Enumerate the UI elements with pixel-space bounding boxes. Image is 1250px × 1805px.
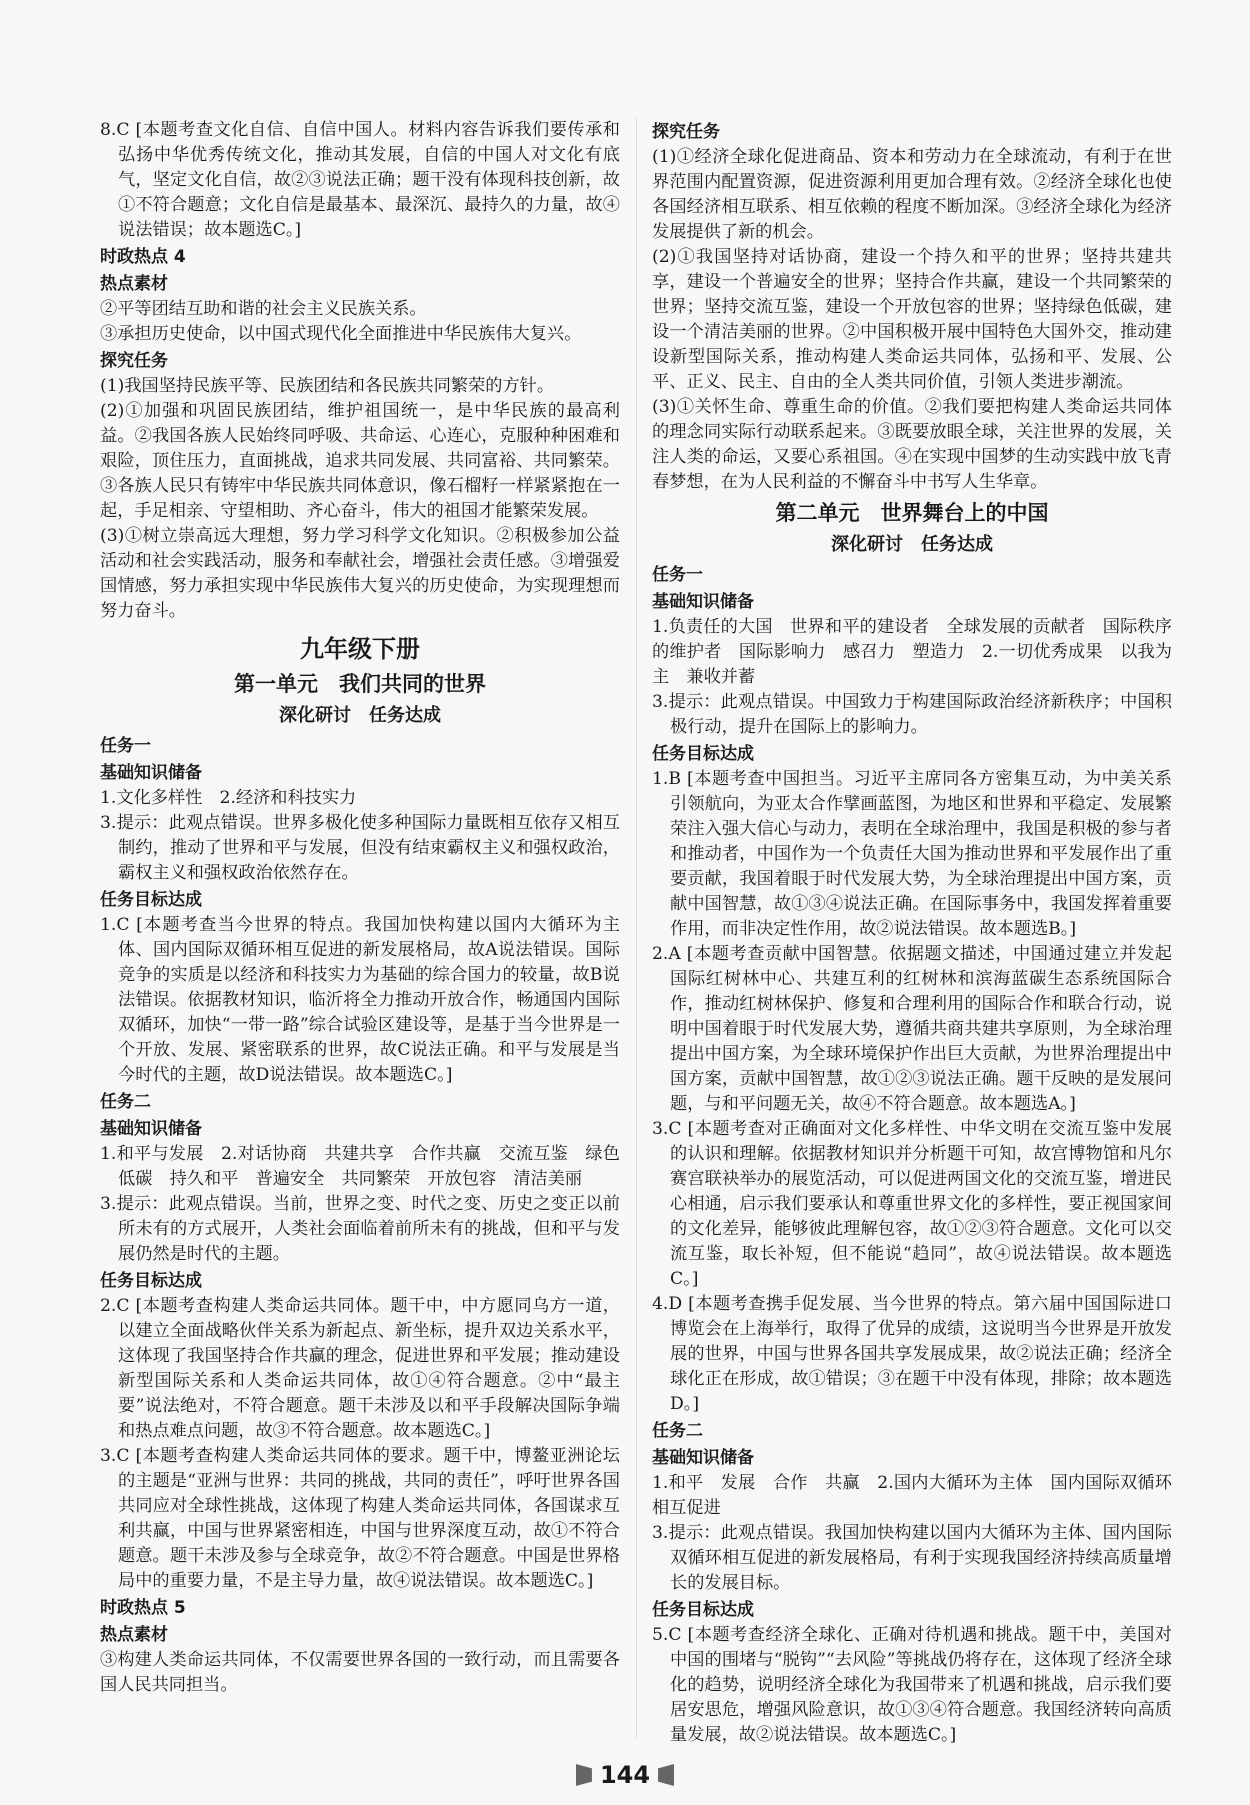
- task-goal-heading: 任务目标达成: [652, 1600, 754, 1620]
- hot-material-heading: 热点素材: [100, 274, 168, 294]
- explore-answer: (1)我国坚持民族平等、民族团结和各民族共同繁荣的方针。: [100, 376, 555, 396]
- right-arrow-decoration-icon: [658, 1764, 674, 1786]
- basic-knowledge-heading: 基础知识储备: [652, 1448, 754, 1468]
- hot-material-item: ③承担历史使命，以中国式现代化全面推进中华民族伟大复兴。: [100, 324, 582, 344]
- answer-2: 2.C [本题考查构建人类命运共同体。题干中，中方愿同乌方一道，以建立全面战略伙伴关系为新起点、新坐标，提升双边关系水平，这体现了我国坚持合作共赢的理念，促进世界和平发展；推动建设新型国际关系和人类命运共同体，故①④符合题意。②中“最主要”说法绝对，不符合题意。题干未涉及以和平手段解决国际争端和热点难点问题，故③不符合题意。故本题选C。]: [100, 1296, 620, 1441]
- explore-task-heading: 探究任务: [652, 122, 720, 142]
- answer-3: 3.C [本题考查对正确面对文化多样性、中华文明在交流互鉴中发展的认识和理解。依据教材知识并分析题干可知，故宫博物馆和凡尔赛宫联袂举办的展览活动，可以促进两国文化的交流互鉴，增进民心相通，启示我们要承认和尊重世界文化的多样性，要正视国家间的文化差异，能够彼此理解包容，故①②③符合题意。文化可以交流互鉴，取长补短，但不能说“趋同”，故④说法错误。故本题选C。]: [652, 1119, 1172, 1289]
- right-column: [652, 118, 1172, 1748]
- unit-1-title: 第一单元 我们共同的世界: [234, 672, 486, 696]
- basic-answer: 1.和平 发展 合作 共赢 2.国内大循环为主体 国内国际双循环相互促进: [652, 1473, 1172, 1518]
- book-title: 九年级下册: [300, 635, 420, 663]
- task-1-heading: 任务一: [100, 736, 151, 756]
- page-number: [560, 1755, 690, 1795]
- explore-answer: (3)①树立崇高远大理想，努力学习科学文化知识。②积极参加公益活动和社会实践活动，服务和奉献社会，增强社会责任感。③增强爱国情感，努力承担实现中华民族伟大复兴的历史使命，为实现理想而努力奋斗。: [100, 526, 620, 621]
- basic-knowledge-heading: 基础知识储备: [100, 763, 202, 783]
- basic-answer: 3.提示：此观点错误。当前，世界之变、时代之变、历史之变正以前所未有的方式展开，人类社会面临着前所未有的挑战，但和平与发展仍然是时代的主题。: [100, 1194, 620, 1264]
- unit-2-subtitle: 深化研讨 任务达成: [831, 534, 993, 555]
- hot-material-item: ②平等团结互助和谐的社会主义民族关系。: [100, 299, 427, 319]
- page-number-text: 144: [599, 1761, 651, 1789]
- left-arrow-decoration-icon: [576, 1764, 592, 1786]
- explore-answer: (1)①经济全球化促进商品、资本和劳动力在全球流动，有利于在世界范围内配置资源，促进资源利用更加合理有效。②经济全球化也使各国经济相互联系、相互依赖的程度不断加深。③经济全球化为经济发展提供了新的机会。: [652, 147, 1172, 242]
- basic-answer: 1.负责任的大国 世界和平的建设者 全球发展的贡献者 国际秩序的维护者 国际影响力 感召力 塑造力 2.一切优秀成果 以我为主 兼收并蓄: [652, 617, 1172, 687]
- basic-answer: 1.和平与发展 2.对话协商 共建共享 合作共赢 交流互鉴 绿色低碳 持久和平 普遍安全 共同繁荣 开放包容 清洁美丽: [100, 1144, 620, 1189]
- answer-1: 1.B [本题考查中国担当。习近平主席同各方密集互动，为中美关系引领航向，为亚太合作擘画蓝图，为地区和世界和平稳定、发展繁荣注入强大信心与动力，表明在全球治理中，我国是积极的参与者和推动者，中国作为一个负责任大国为推动世界和平发展作出了重要贡献，我国着眼于时代发展大势，为全球治理提出中国方案，贡献中国智慧，故①③④说法正确。在国际事务中，我国发挥着重要作用，而非决定性作用，故②说法错误。故本题选B。]: [652, 769, 1172, 939]
- hot-topic-4-heading: 时政热点 4: [100, 247, 186, 267]
- hot-material-item: ③构建人类命运共同体，不仅需要世界各国的一致行动，而且需要各国人民共同担当。: [100, 1650, 620, 1695]
- task-goal-heading: 任务目标达成: [100, 890, 202, 910]
- answer-8: 8.C [本题考查文化自信、自信中国人。材料内容告诉我们要传承和弘扬中华优秀传统文化，推动其发展，自信的中国人对文化有底气，坚定文化自信，故②③说法正确；题干没有体现科技创新，故①不符合题意；文化自信是最基本、最深沉、最持久的力量，故④说法错误；故本题选C。]: [100, 120, 620, 240]
- unit-1-subtitle: 深化研讨 任务达成: [279, 705, 441, 726]
- explore-task-heading: 探究任务: [100, 351, 168, 371]
- answer-4: 4.D [本题考查携手促发展、当今世界的特点。第六届中国国际进口博览会在上海举行，取得了优异的成绩，这说明当今世界是开放发展的世界，中国与世界各国共享发展成果，故②说法正确；经济全球化正在形成，故①错误；③在题干中没有体现，排除；故本题选D。]: [652, 1294, 1172, 1414]
- column-divider: [636, 118, 637, 1738]
- task-1-heading: 任务一: [652, 565, 703, 585]
- task-2-heading: 任务二: [100, 1092, 151, 1112]
- explore-answer: (2)①加强和巩固民族团结，维护祖国统一，是中华民族的最高利益。②我国各族人民始终同呼吸、共命运、心连心，克服种种困难和艰险，顶住压力，直面挑战，追求共同发展、共同富裕、共同繁荣。③各族人民只有铸牢中华民族共同体意识，像石榴籽一样紧紧抱在一起，手足相亲、守望相助、齐心奋斗，伟大的祖国才能繁荣发展。: [100, 401, 620, 521]
- task-goal-heading: 任务目标达成: [652, 744, 754, 764]
- basic-answer: 3.提示：此观点错误。世界多极化使多种国际力量既相互依存又相互制约，推动了世界和平与发展，但没有结束霸权主义和强权政治，霸权主义和强权政治依然存在。: [100, 813, 620, 883]
- basic-answer: 3.提示：此观点错误。中国致力于构建国际政治经济新秩序；中国积极行动，提升在国际上的影响力。: [652, 692, 1172, 737]
- hot-topic-5-heading: 时政热点 5: [100, 1598, 186, 1618]
- answer-3: 3.C [本题考查构建人类命运共同体的要求。题干中，博鳌亚洲论坛的主题是“亚洲与世界：共同的挑战，共同的责任”，呼吁世界各国共同应对全球性挑战，这体现了构建人类命运共同体，各国谋求互利共赢，中国与世界紧密相连，中国与世界深度互动，故①不符合题意。题干未涉及参与全球竞争，故②不符合题意。中国是世界格局中的重要力量，不是主导力量，故④说法错误。故本题选C。]: [100, 1446, 620, 1591]
- basic-answer: 3.提示：此观点错误。我国加快构建以国内大循环为主体、国内国际双循环相互促进的新发展格局，有利于实现我国经济持续高质量增长的发展目标。: [652, 1523, 1172, 1593]
- task-goal-heading: 任务目标达成: [100, 1271, 202, 1291]
- left-column: [100, 118, 620, 1698]
- unit-2-title: 第二单元 世界舞台上的中国: [775, 501, 1049, 525]
- task-2-heading: 任务二: [652, 1421, 703, 1441]
- basic-knowledge-heading: 基础知识储备: [652, 592, 754, 612]
- basic-knowledge-heading: 基础知识储备: [100, 1119, 202, 1139]
- explore-answer: (3)①关怀生命、尊重生命的价值。②我们要把构建人类命运共同体的理念同实际行动联系起来。③既要放眼全球，关注世界的发展，关注人类的命运，又要心系祖国。④在实现中国梦的生动实践中放飞青春梦想，在为人民利益的不懈奋斗中书写人生华章。: [652, 397, 1172, 492]
- explore-answer: (2)①我国坚持对话协商，建设一个持久和平的世界；坚持共建共享，建设一个普遍安全的世界；坚持合作共赢，建设一个共同繁荣的世界；坚持交流互鉴，建设一个开放包容的世界；坚持绿色低碳，建设一个清洁美丽的世界。②中国积极开展中国特色大国外交，推动建设新型国际关系，推动构建人类命运共同体，弘扬和平、发展、公平、正义、民主、自由的全人类共同价值，引领人类进步潮流。: [652, 247, 1172, 392]
- basic-answer: 1.文化多样性 2.经济和科技实力: [100, 788, 357, 808]
- answer-1: 1.C [本题考查当今世界的特点。我国加快构建以国内大循环为主体、国内国际双循环相互促进的新发展格局，故A说法错误。国际竞争的实质是以经济和科技实力为基础的综合国力的较量，故B说法错误。依据教材知识，临沂将全力推动开放合作，畅通国内国际双循环，加快“一带一路”综合试验区建设等，是基于当今世界是一个开放、发展、紧密联系的世界，故C说法正确。和平与发展是当今时代的主题，故D说法错误。故本题选C。]: [100, 915, 620, 1085]
- answer-5: 5.C [本题考查经济全球化、正确对待机遇和挑战。题干中，美国对中国的围堵与“脱钩”“去风险”等挑战仍将存在，这体现了经济全球化的趋势，说明经济全球化为我国带来了机遇和挑战，启示我们要居安思危，增强风险意识，故①③④符合题意。我国经济转向高质量发展，故②说法错误。故本题选C。]: [652, 1625, 1172, 1745]
- answer-2: 2.A [本题考查贡献中国智慧。依据题文描述，中国通过建立并发起国际红树林中心、共建互利的红树林和滨海蓝碳生态系统国际合作，推动红树林保护、修复和合理利用的国际合作和联合行动，说明中国着眼于时代发展大势，遵循共商共建共享原则，为全球治理提出中国方案，为全球环境保护作出巨大贡献，为世界治理提出中国方案，贡献中国智慧，故①②③说法正确。题干反映的是发展问题，与和平问题无关，故④不符合题意。故本题选A。]: [652, 944, 1172, 1114]
- hot-material-heading: 热点素材: [100, 1625, 168, 1645]
